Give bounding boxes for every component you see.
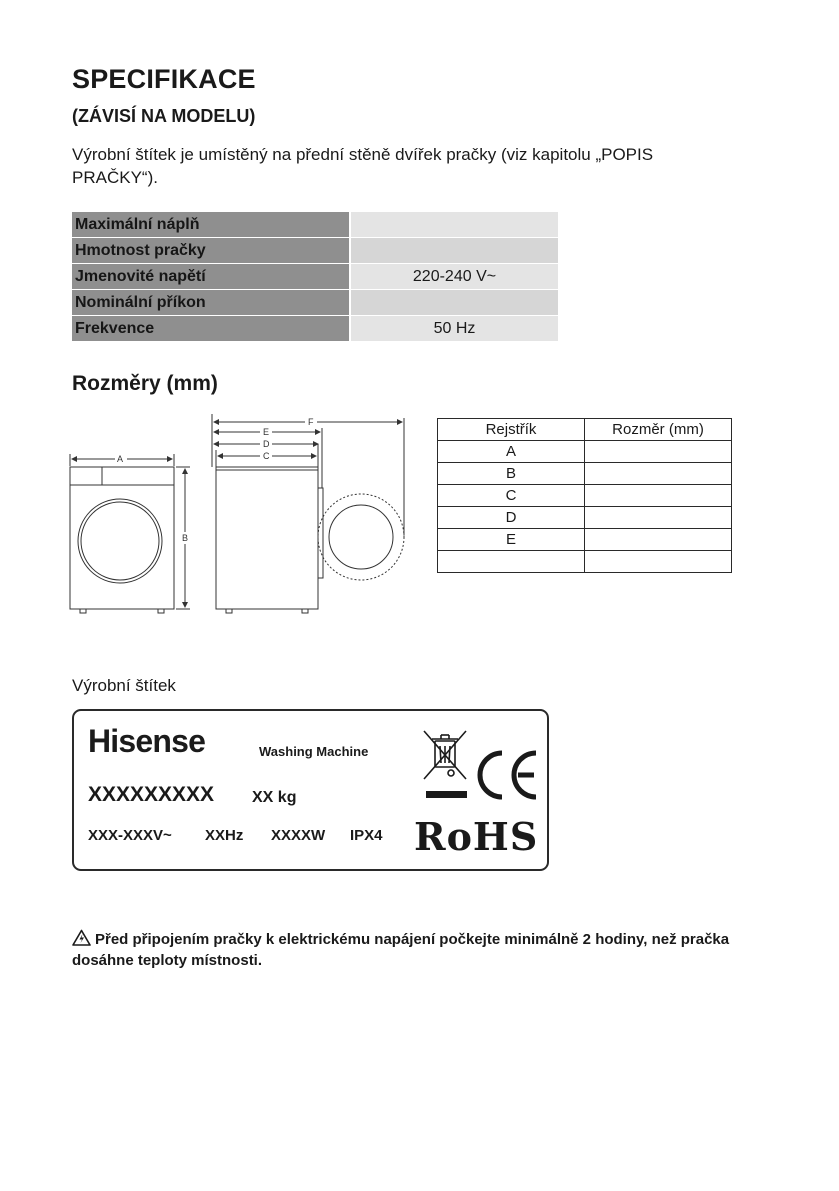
dimension-size [585, 507, 732, 529]
dimension-size [585, 529, 732, 551]
dim-label-e: E [263, 427, 270, 437]
side-view [212, 414, 404, 613]
dimension-index: D [438, 507, 585, 529]
spec-value: 50 Hz [349, 316, 558, 342]
spec-label: Maximální náplň [72, 212, 349, 238]
dimension-size [585, 485, 732, 507]
table-row [438, 551, 732, 573]
ce-mark-text: CE [476, 749, 478, 750]
warning-text: Před připojením pračky k elektrickému napájení počkejte minimálně 2 hodiny, než pračka dosáhne teploty místnosti. [72, 931, 730, 969]
spec-value: 220-240 V~ [349, 264, 558, 290]
table-row [438, 529, 732, 551]
spec-row [72, 316, 558, 342]
spec-row [72, 264, 558, 290]
warning-note [72, 929, 772, 971]
table-row [438, 485, 732, 507]
nameplate [72, 709, 549, 871]
page-subtitle: (ZÁVISÍ NA MODELU) [72, 106, 256, 126]
spec-value [349, 290, 558, 316]
dim-label-f: F [308, 417, 314, 427]
dimension-size [585, 551, 732, 573]
voltage-value: XXX-XXXV~ [88, 827, 172, 844]
front-view [70, 454, 190, 613]
spec-label: Nominální příkon [72, 290, 349, 316]
weee-bin-icon [420, 729, 472, 783]
warning-triangle-icon [72, 929, 91, 946]
column-header: Rozměr (mm) [585, 419, 732, 441]
spec-row [72, 290, 558, 316]
column-header: Rejstřík [438, 419, 585, 441]
rohs-mark: RoHS [414, 814, 539, 859]
table-row [438, 441, 732, 463]
dim-label-d: D [263, 439, 270, 449]
dimension-diagram [60, 410, 420, 620]
nameplate-section-label: Výrobní štítek [72, 676, 176, 695]
brand-logo: Hisense [88, 723, 206, 759]
dim-label-a: A [117, 454, 124, 464]
intro-paragraph: Výrobní štítek je umístěný na přední stěně dvířek pračky (viz kapitolu „POPIS PRAČKY“). [72, 145, 654, 187]
spec-value [349, 238, 558, 264]
dimension-index [438, 551, 585, 573]
weee-bar [426, 791, 467, 798]
spec-table [72, 212, 558, 342]
spec-label: Frekvence [72, 316, 349, 342]
weight-value: XX kg [252, 789, 297, 806]
dimension-index: C [438, 485, 585, 507]
dimension-table [437, 418, 732, 573]
ce-mark-icon [476, 749, 542, 801]
spec-row [72, 212, 558, 238]
spec-label: Hmotnost pračky [72, 238, 349, 264]
dimension-index: B [438, 463, 585, 485]
frequency-value: XXHz [205, 827, 244, 844]
spec-value [349, 212, 558, 238]
dimension-index: E [438, 529, 585, 551]
table-row [438, 507, 732, 529]
dimension-size [585, 441, 732, 463]
dim-label-c: C [263, 451, 270, 461]
product-type: Washing Machine [259, 744, 369, 759]
page-title: SPECIFIKACE [72, 64, 256, 94]
spec-row [72, 238, 558, 264]
model-number: XXXXXXXXX [88, 783, 215, 806]
table-row [438, 463, 732, 485]
dimension-size [585, 463, 732, 485]
ip-rating: IPX4 [350, 827, 383, 844]
dimensions-heading: Rozměry (mm) [72, 372, 218, 395]
spec-label: Jmenovité napětí [72, 264, 349, 290]
power-value: XXXXW [271, 827, 326, 844]
dimension-index: A [438, 441, 585, 463]
dim-label-b: B [182, 533, 189, 543]
table-header-row [438, 419, 732, 441]
